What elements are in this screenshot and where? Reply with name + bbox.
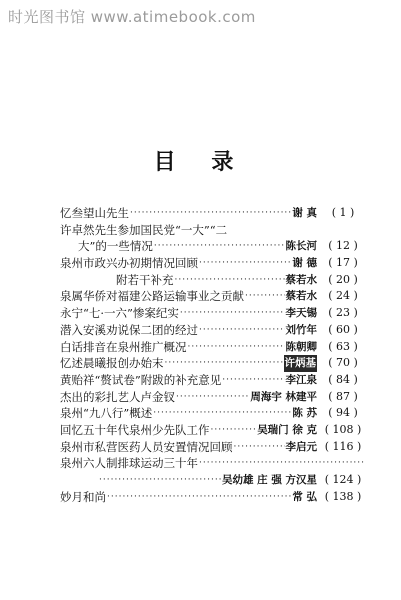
entry-title: 回忆五十年代泉州少先队工作: [60, 422, 210, 437]
leader-dots: [211, 422, 257, 439]
entry-page: ( 1 ): [331, 206, 355, 219]
entry-author: 陈朝卿: [285, 340, 317, 353]
entry-author: 许炳基: [284, 355, 318, 372]
entry-page: ( 116 ): [324, 439, 362, 453]
entry-author: 陈 苏: [292, 407, 317, 420]
leader-dots: [199, 455, 364, 472]
entry-page: ( 60 ): [328, 322, 358, 336]
leader-dots: [154, 238, 285, 255]
entry-title: 附若干补充: [116, 272, 174, 287]
entry-title: 妙月和尚: [60, 489, 106, 504]
leader-dots: [107, 489, 291, 506]
toc-entry[interactable]: [60, 339, 365, 356]
entry-author: 谢 德: [292, 257, 317, 270]
leader-dots: [234, 439, 285, 456]
entry-page: ( 24 ): [328, 289, 358, 303]
entry-author: 刘竹年: [285, 323, 317, 336]
entry-author: 常 弘: [292, 490, 317, 503]
entry-title: 泉州市政兴办初期情况回顾: [60, 256, 198, 271]
entry-author: 蔡若水: [285, 290, 317, 303]
entry-page: ( 23 ): [328, 306, 358, 320]
toc-entry[interactable]: [60, 439, 365, 456]
entry-page: ( 20 ): [328, 272, 358, 286]
entry-title: 忆述晨曦报创办始末: [60, 356, 164, 371]
entry-title: 大”的一些情况: [78, 239, 153, 254]
entry-author: 周海宇 林建平: [250, 390, 317, 403]
toc-entry[interactable]: [60, 322, 365, 339]
entry-author: 谢 真: [292, 207, 317, 219]
watermark: 时光图书馆 www.atimebook.com: [8, 8, 256, 26]
entry-page: ( 17 ): [328, 256, 358, 270]
toc-entry[interactable]: [60, 489, 365, 506]
entry-title: 泉属华侨对福建公路运输事业之贡献: [60, 289, 244, 304]
table-of-contents: [60, 205, 365, 505]
entry-author: 李启元: [285, 440, 317, 453]
leader-dots: [222, 372, 284, 389]
entry-title: 许卓然先生参加国民党“一大”“二: [60, 222, 228, 237]
toc-entry[interactable]: [60, 455, 365, 472]
leader-dots: [130, 205, 291, 222]
entry-author: 吴幼雄 庄 强 方汉星: [222, 474, 317, 486]
entry-title: 泉州市私营医药人员安置情况回顾: [60, 439, 233, 454]
toc-entry[interactable]: [60, 355, 365, 372]
entry-page: ( 84 ): [328, 372, 358, 386]
toc-entry[interactable]: [60, 272, 365, 289]
toc-entry[interactable]: [60, 472, 365, 489]
leader-dots: [188, 339, 285, 356]
entry-page: ( 63 ): [328, 339, 358, 353]
entry-title: 忆叁望山先生: [60, 206, 129, 220]
entry-page: ( 108 ): [324, 422, 362, 436]
entry-page: ( 70 ): [328, 356, 358, 370]
leader-dots: [99, 472, 221, 489]
leader-dots: [199, 255, 291, 272]
toc-entry[interactable]: [60, 305, 365, 322]
entry-title: 杰出的彩扎艺人卢金钗: [60, 389, 175, 404]
entry-author: 蔡若水: [285, 273, 317, 286]
toc-entry[interactable]: [60, 405, 365, 422]
toc-entry[interactable]: [60, 422, 365, 439]
entry-page: ( 87 ): [328, 389, 358, 403]
leader-dots: [180, 305, 285, 322]
leader-dots: [245, 288, 285, 305]
entry-author: 李江泉: [285, 373, 317, 386]
entry-page: ( 12 ): [328, 239, 358, 253]
leader-dots: [165, 355, 283, 372]
entry-title: 潜入安溪劝说保二团的经过: [60, 322, 198, 337]
entry-title: 永宁“七·一六”惨案纪实: [60, 306, 179, 321]
page-title: 目 录: [153, 150, 248, 175]
leader-dots: [175, 272, 285, 289]
entry-title: 白话排音在泉州推广概况: [60, 339, 187, 354]
toc-entry[interactable]: [60, 222, 365, 239]
entry-author: 李天锡: [285, 307, 317, 320]
entry-page: ( 94 ): [328, 406, 358, 420]
toc-entry[interactable]: [60, 255, 365, 272]
entry-author: 吴瑞门 徐 克: [257, 423, 317, 436]
toc-entry[interactable]: [60, 205, 365, 222]
toc-entry[interactable]: [60, 389, 365, 406]
leader-dots: [176, 389, 249, 406]
leader-dots: [199, 322, 285, 339]
toc-entry[interactable]: [60, 372, 365, 389]
entry-title: 黄贻祥“赘试卷”附跋的补充意见: [60, 372, 222, 387]
entry-title: 泉州“九八行”概述: [60, 406, 153, 421]
toc-entry[interactable]: [60, 238, 365, 255]
entry-page: ( 124 ): [324, 473, 362, 486]
leader-dots: [153, 405, 291, 422]
entry-page: ( 138 ): [324, 489, 362, 503]
toc-entry[interactable]: [60, 288, 365, 305]
entry-author: 陈长河: [285, 240, 317, 253]
entry-title: 泉州六人制排球运动三十年: [60, 456, 198, 471]
